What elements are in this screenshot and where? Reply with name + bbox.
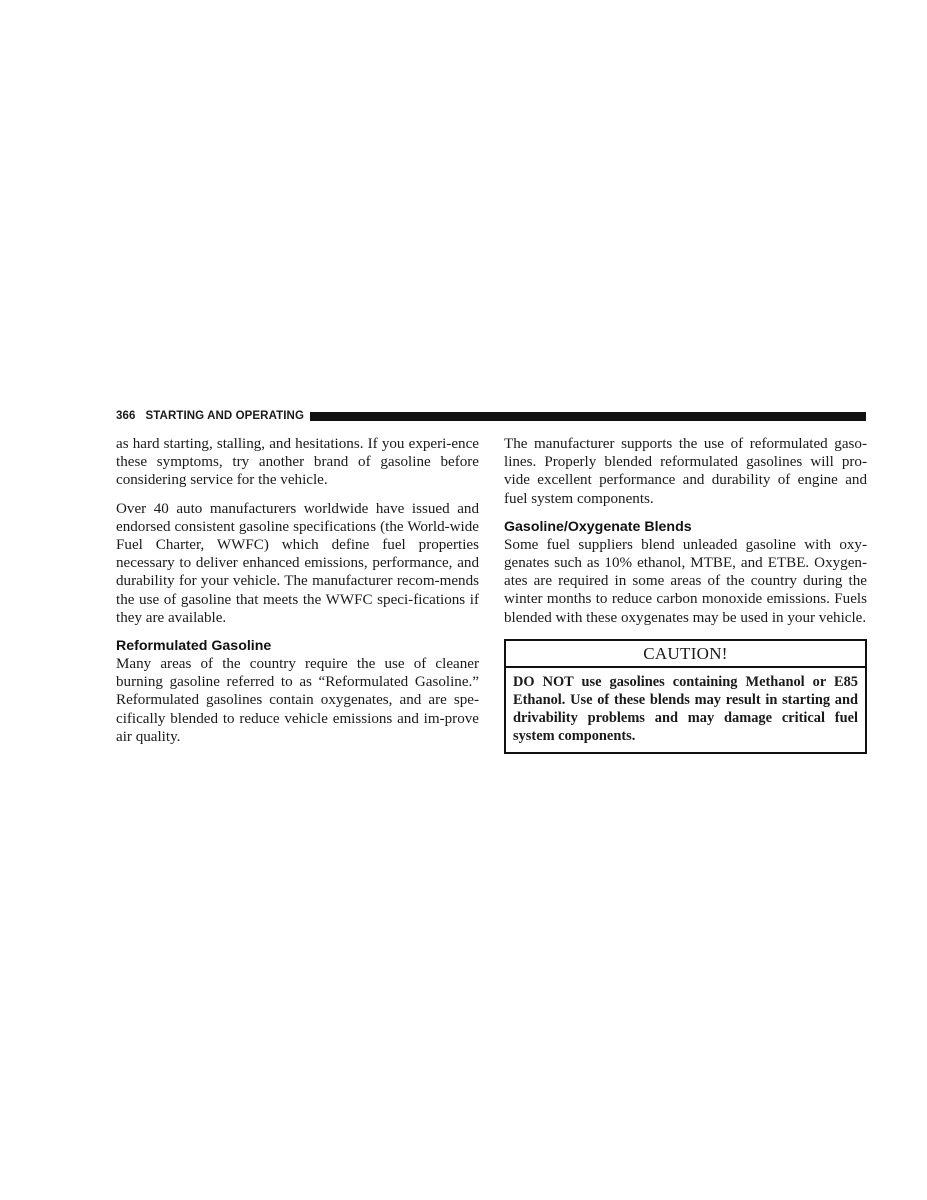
page-header [116,408,866,424]
left-column [116,435,479,756]
paragraph: Some fuel suppliers blend unleaded gasoline with oxy-genates such as 10% ethanol, MTBE, and ETBE. Oxygen-ates are required in some areas of the country during the winter months to reduce carbon monoxide emissions. Fuels blended with these oxygenates may be used in your vehicle. [504,536,867,626]
paragraph: Over 40 auto manufacturers worldwide have issued and endorsed consistent gasoline specifications (the World-wide Fuel Charter, WWFC) which define fuel properties necessary to deliver enhanced emissions, performance, and durability for your vehicle. The manufacturer recom-mends the use of gasoline that meets the WWFC speci-fications if they are available. [116,500,479,626]
page-number: 366 [116,410,136,422]
paragraph: as hard starting, stalling, and hesitations. If you experi-ence these symptoms, try another brand of gasoline before considering service for the vehicle. [116,436,479,489]
caution-text: DO NOT use gasolines containing Methanol or E85 Ethanol. Use of these blends may result in starting and drivability problems and may damage critical fuel system components. [513,673,858,745]
paragraph: The manufacturer supports the use of reformulated gaso-lines. Properly blended reformulated gasolines will pro-vide excellent performance and durability of engine and fuel system components. [504,436,867,507]
right-column [504,435,867,754]
header-rule [310,412,866,421]
caution-box [504,639,867,754]
caution-title: CAUTION! [506,641,865,668]
paragraph: Many areas of the country require the use of cleaner burning gasoline referred to as “Reformulated Gasoline.” Reformulated gasolines contain oxygenates, and are spe-cifically blended to reduce vehicle emissions and im-prove air quality. [116,656,479,745]
subheading-oxygenate-blends: Gasoline/Oxygenate Blends [504,518,692,535]
section-title: STARTING AND OPERATING [145,410,305,422]
subheading-reformulated-gasoline: Reformulated Gasoline [116,638,272,655]
